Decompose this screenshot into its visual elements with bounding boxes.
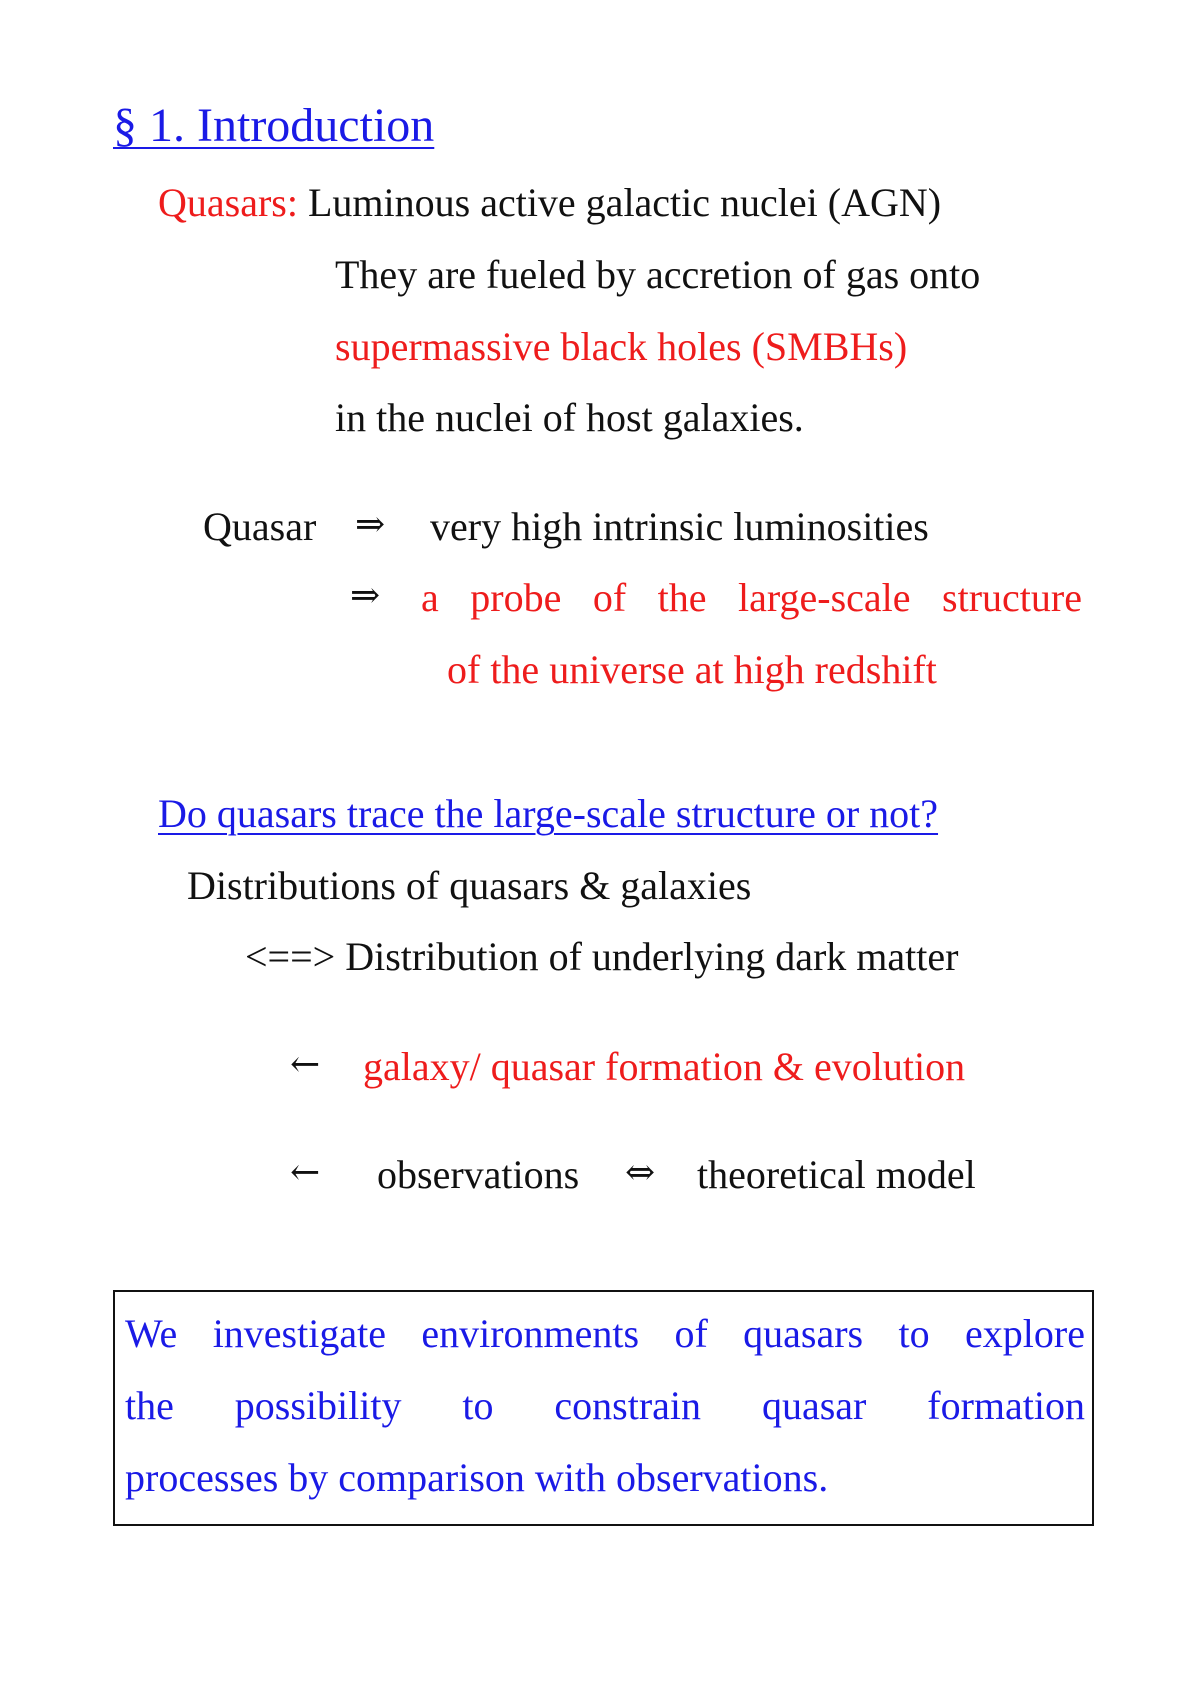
summary-line-3: processes by comparison with observations. [125, 1455, 829, 1500]
summary-word: the [125, 1383, 174, 1428]
summary-word: to [462, 1383, 494, 1428]
summary-word: of [674, 1311, 708, 1356]
implies-arrow-icon: ⇒ [355, 504, 386, 545]
probe-word: large-scale [738, 575, 911, 620]
quasars-definition: Luminous active galactic nuclei (AGN) [307, 180, 942, 225]
probe-word: of [592, 575, 627, 620]
quasars-definition-line [158, 180, 942, 225]
luminosities-line: very high intrinsic luminosities [430, 504, 929, 549]
equivalence-symbol: <==> [245, 934, 336, 979]
section-title: 1. Introduction [149, 99, 435, 152]
summary-word: environments [421, 1311, 640, 1356]
implies-arrow-icon-2: ⇒ [350, 575, 381, 616]
probe-word: a [421, 575, 439, 620]
summary-word: formation [927, 1383, 1085, 1428]
summary-line-1 [125, 1311, 1085, 1356]
formation-evolution-line: galaxy/ quasar formation & evolution [363, 1044, 966, 1089]
probe-word: the [657, 575, 707, 620]
smbh-line: supermassive black holes (SMBHs) [335, 324, 908, 369]
summary-word: to [898, 1311, 930, 1356]
high-redshift-line: of the universe at high redshift [447, 647, 937, 692]
distributions-line: Distributions of quasars & galaxies [187, 863, 752, 908]
summary-word: investigate [212, 1311, 386, 1356]
summary-line-2 [125, 1383, 1085, 1428]
summary-word: possibility [234, 1383, 402, 1428]
dark-matter-line [245, 934, 959, 979]
double-arrow-icon: ⇔ [625, 1152, 656, 1193]
probe-word: structure [942, 575, 1082, 620]
quasar-subject: Quasar [203, 504, 317, 549]
summary-box [113, 1290, 1094, 1526]
theoretical-model-text: theoretical model [697, 1152, 976, 1197]
question-heading: Do quasars trace the large-scale structure or not? [158, 791, 939, 836]
dark-matter-text: Distribution of underlying dark matter [345, 934, 959, 979]
probe-word: probe [470, 575, 562, 620]
summary-word: constrain [554, 1383, 702, 1428]
summary-word: quasars [743, 1311, 864, 1356]
summary-word: We [125, 1311, 178, 1356]
probe-line [421, 575, 1082, 620]
left-arrow-icon: ← [290, 1044, 321, 1085]
summary-word: quasar [761, 1383, 867, 1428]
section-mark: § [113, 99, 137, 152]
summary-word: explore [965, 1311, 1085, 1356]
observations-text: observations [377, 1152, 580, 1197]
section-heading [113, 99, 435, 152]
host-galaxies-line: in the nuclei of host galaxies. [335, 395, 804, 440]
quasars-term: Quasars: [158, 180, 298, 225]
left-arrow-icon-2: ← [290, 1152, 321, 1193]
fueled-line: They are fueled by accretion of gas onto [335, 252, 981, 297]
